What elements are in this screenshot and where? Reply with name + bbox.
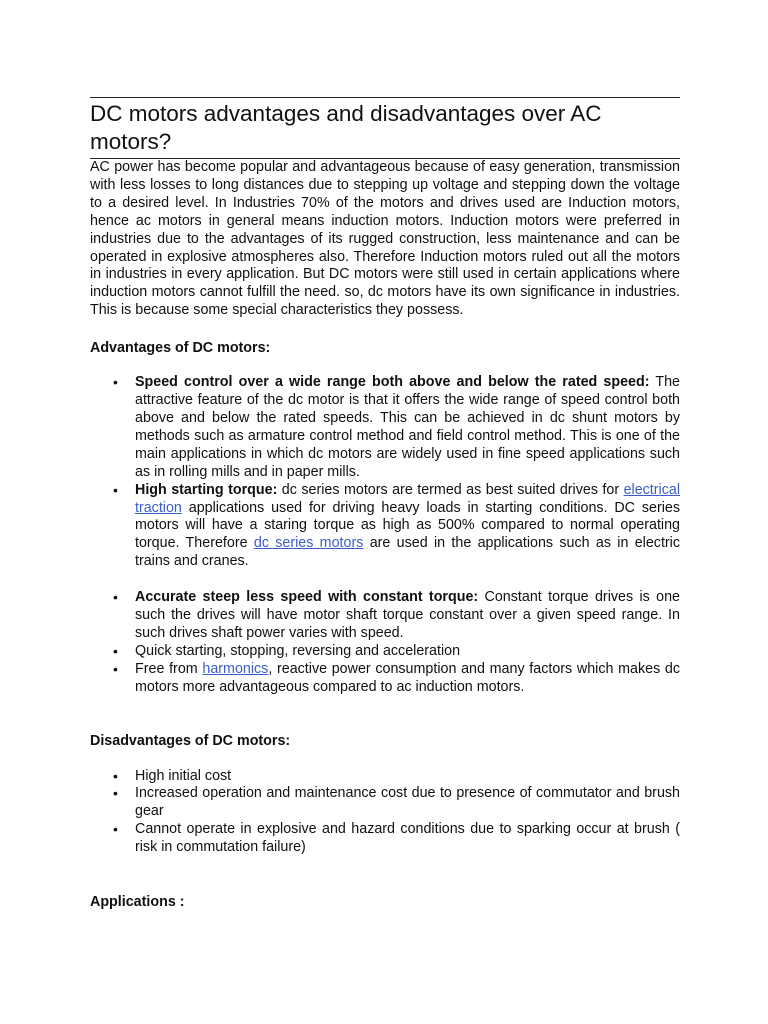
list-item (90, 785, 680, 821)
item-text: are used in the applications such as in electric trains and cranes. (135, 535, 680, 570)
page-title: DC motors advantages and disadvantages over AC motors? (90, 101, 602, 154)
item-bold-lead: Speed control over a wide range both above and below the rated speed: (135, 374, 650, 391)
bullet-icon: • (113, 821, 118, 838)
item-text: High initial cost (135, 767, 232, 784)
electrical-traction-link[interactable]: electrical traction (135, 481, 680, 516)
applications-heading: Applications : (90, 894, 185, 911)
bullet-icon: • (113, 660, 118, 677)
bullet-icon: • (113, 642, 118, 659)
bullet-icon: • (113, 767, 118, 784)
title-top-rule (90, 97, 680, 98)
item-text: dc series motors are termed as best suited drives for (277, 481, 624, 498)
intro-paragraph: AC power has become popular and advantageous because of easy generation, transmission with less losses to long distances due to stepping up voltage and stepping down the voltage to a desired level. In Industries 70% of the motors and drives used are Induction motors, hence ac motors in general means induction motors. Induction motors were preferred in industries due to the advantages of its rugged construction, less maintenance and can be operated in explosive atmospheres also. Therefore Induction motors ruled out all the motors in industries in every application. But DC motors were still used in certain applications where induction motors cannot fulfill the need. so, dc motors have its own significance in industries. This is because some special characteristics they possess. (90, 159, 680, 319)
item-text: The attractive feature of the dc motor is that it offers the wide range of speed control both above and below the rated speeds. This can be achieved in dc shunt motors by methods such as armature control method and field control method. This is one of the main applications in which dc motors are widely used in fine speed applications such as in rolling mills and in paper mills. (135, 374, 680, 480)
dc-series-motors-link[interactable]: dc series motors (253, 535, 364, 552)
item-bold-lead: Accurate steep less speed with constant torque: (135, 589, 479, 606)
item-bold-lead: High starting torque: (135, 481, 278, 498)
bullet-icon: • (113, 785, 118, 802)
item-text: , reactive power consumption and many factors which makes dc motors more advantageous compared to ac induction motors. (135, 660, 681, 695)
bullet-icon: • (113, 374, 118, 391)
list-item (90, 768, 680, 786)
bullet-icon: • (113, 481, 118, 498)
disadvantages-list (90, 768, 680, 858)
list-item (90, 821, 680, 857)
list-item (90, 661, 680, 697)
item-text: Cannot operate in explosive and hazard conditions due to sparking occur at brush ( risk in commutation failure) (135, 821, 680, 856)
harmonics-link[interactable]: harmonics (202, 660, 269, 677)
bullet-icon: • (113, 589, 118, 606)
disadvantages-heading: Disadvantages of DC motors: (90, 732, 291, 749)
document-page (90, 97, 680, 911)
item-text: Increased operation and maintenance cost due to presence of commutator and brush gear (135, 785, 680, 820)
item-text: Free from (135, 660, 203, 677)
advantages-heading: Advantages of DC motors: (90, 340, 271, 357)
advantages-list (90, 374, 680, 696)
item-text: applications used for driving heavy loads in starting conditions. DC series motors will have a staring torque as high as 500% compared to normal operating torque. Therefore (135, 499, 680, 552)
list-item (90, 589, 680, 643)
list-item (90, 643, 680, 661)
list-item (90, 482, 680, 572)
item-text: Constant torque drives is one such the drives will have motor shaft torque constant over a given speed range. In such drives shaft power varies with speed. (135, 589, 680, 641)
item-text: Quick starting, stopping, reversing and acceleration (135, 642, 461, 659)
list-item (90, 374, 680, 481)
